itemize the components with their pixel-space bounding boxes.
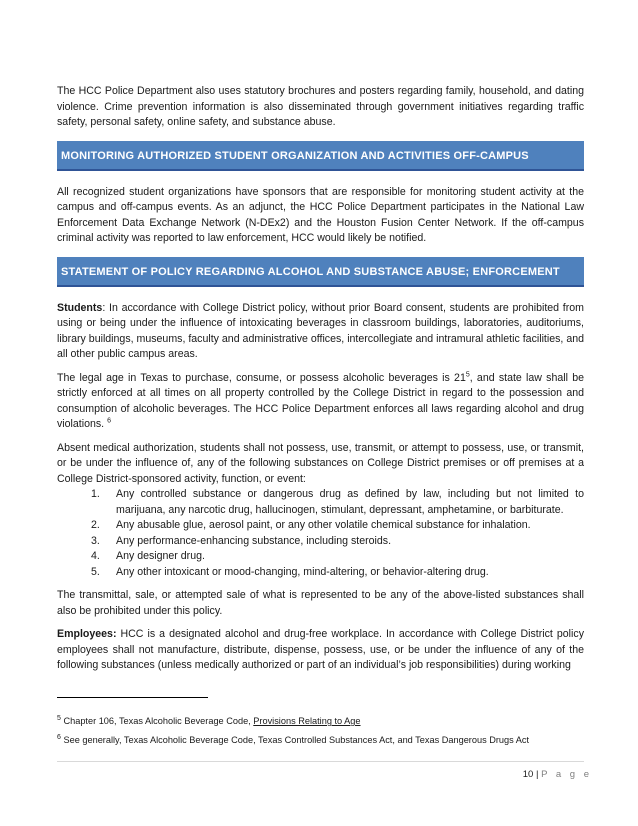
footnote-6 [57, 734, 584, 747]
footnote-divider [57, 697, 208, 698]
footnote-text: See generally, Texas Alcoholic Beverage Code, Texas Controlled Substances Act, and Texas Dangerous Drugs Act [60, 735, 530, 745]
list-item-number: 3. [91, 534, 100, 547]
list-item-text: Any designer drug. [116, 550, 205, 562]
prohibited-substances-list [57, 487, 584, 580]
list-item-number: 4. [91, 550, 100, 562]
list-item-text: Any performance-enhancing substance, including steroids. [116, 534, 392, 547]
list-item-text: Any abusable glue, aerosol paint, or any other volatile chemical substance for inhalation. [116, 519, 531, 531]
page-number [523, 769, 592, 780]
list-item [57, 518, 584, 534]
legal-age-text-2: , and state law shall be strictly enforced at all times on all property controlled by the College District in regard to the possession and consumption of alcoholic beverages. The HCC Police Department enforces all laws regarding alcohol and drug violations. [57, 371, 584, 430]
list-item-number: 5. [91, 565, 100, 578]
footnote-number: 5 [57, 714, 61, 722]
footnotes [57, 715, 584, 753]
intro-paragraph: The HCC Police Department also uses statutory brochures and posters regarding family, household, and dating violence. Crime prevention information is also disseminated through government initiatives regarding traffic safety, personal safety, online safety, and substance abuse. [57, 85, 584, 128]
footnote-ref-5[interactable]: 5 [465, 370, 470, 378]
students-label: Students [57, 301, 103, 314]
list-item [57, 565, 584, 581]
list-item [57, 487, 584, 518]
list-item [57, 549, 584, 565]
page-number-value: 10 [522, 769, 534, 780]
page-footer-rule [57, 761, 584, 762]
transmittal-paragraph: The transmittal, sale, or attempted sale of what is represented to be any of the above-listed substances shall also be prohibited under this policy. [57, 589, 584, 617]
page-body [57, 84, 584, 682]
list-item [57, 534, 584, 550]
employees-label: Employees: [57, 628, 117, 640]
footnote-number: 6 [57, 733, 61, 741]
footnote-ref-6[interactable]: 6 [107, 417, 111, 425]
monitoring-paragraph: All recognized student organizations have sponsors that are responsible for monitoring student activity at the campus and off-campus events. As an adjunct, the HCC Police Department participates in the National Law Enforcement Data Exchange Network (N-DEx2) and the Houston Fusion Center Network. If the off-campus criminal activity was reported to law enforcement, HCC would likely be notified. [57, 185, 584, 244]
section-heading-alcohol-policy: STATEMENT OF POLICY REGARDING ALCOHOL AND SUBSTANCE ABUSE; ENFORCEMENT [57, 257, 584, 287]
absent-authorization-paragraph: Absent medical authorization, students shall not possess, use, transmit, or attempt to possess, use, or transmit, or be under the influence of, any of the following substances on College District premises or off premises at a College District-sponsored activity, function, or event: [57, 441, 584, 485]
list-item-number: 1. [91, 488, 100, 500]
list-item-text: Any controlled substance or dangerous drug as defined by law, including but not limited to marijuana, any narcotic drug, hallucinogen, stimulant, depressant, amphetamine, or barbiturate. [116, 488, 584, 516]
legal-age-text-1: The legal age in Texas to purchase, consume, or possess alcoholic beverages is 21 [57, 371, 466, 384]
employees-text: HCC is a designated alcohol and drug-free workplace. In accordance with College District policy employees shall not manufacture, distribute, dispense, possess, use, or be under the influence of any of the following substances (unless medically authorized or part of an individual’s job responsibilities) during working [57, 628, 584, 671]
students-text: : In accordance with College District policy, without prior Board consent, students are prohibited from using or being under the influence of intoxicating beverages in classroom buildings, laboratories, auditoriums, library buildings, museums, faculty and administrative offices, intercollegiate and intramural athletic facilities, and all other public campus areas. [57, 301, 584, 360]
list-item-number: 2. [91, 519, 100, 531]
footnote-text: Chapter 106, Texas Alcoholic Beverage Code, [60, 716, 254, 726]
section-heading-monitoring: MONITORING AUTHORIZED STUDENT ORGANIZATION AND ACTIVITIES OFF-CAMPUS [57, 141, 584, 171]
legal-age-paragraph [57, 371, 584, 433]
provisions-relating-to-age-link[interactable]: Provisions Relating to Age [253, 716, 361, 726]
employees-paragraph [57, 627, 584, 674]
footnote-5 [57, 715, 584, 728]
page-number-separator: | [533, 769, 542, 780]
list-item-text: Any other intoxicant or mood-changing, mind-altering, or behavior-altering drug. [116, 565, 489, 578]
page-word: P a g e [541, 769, 592, 780]
students-paragraph [57, 301, 584, 363]
